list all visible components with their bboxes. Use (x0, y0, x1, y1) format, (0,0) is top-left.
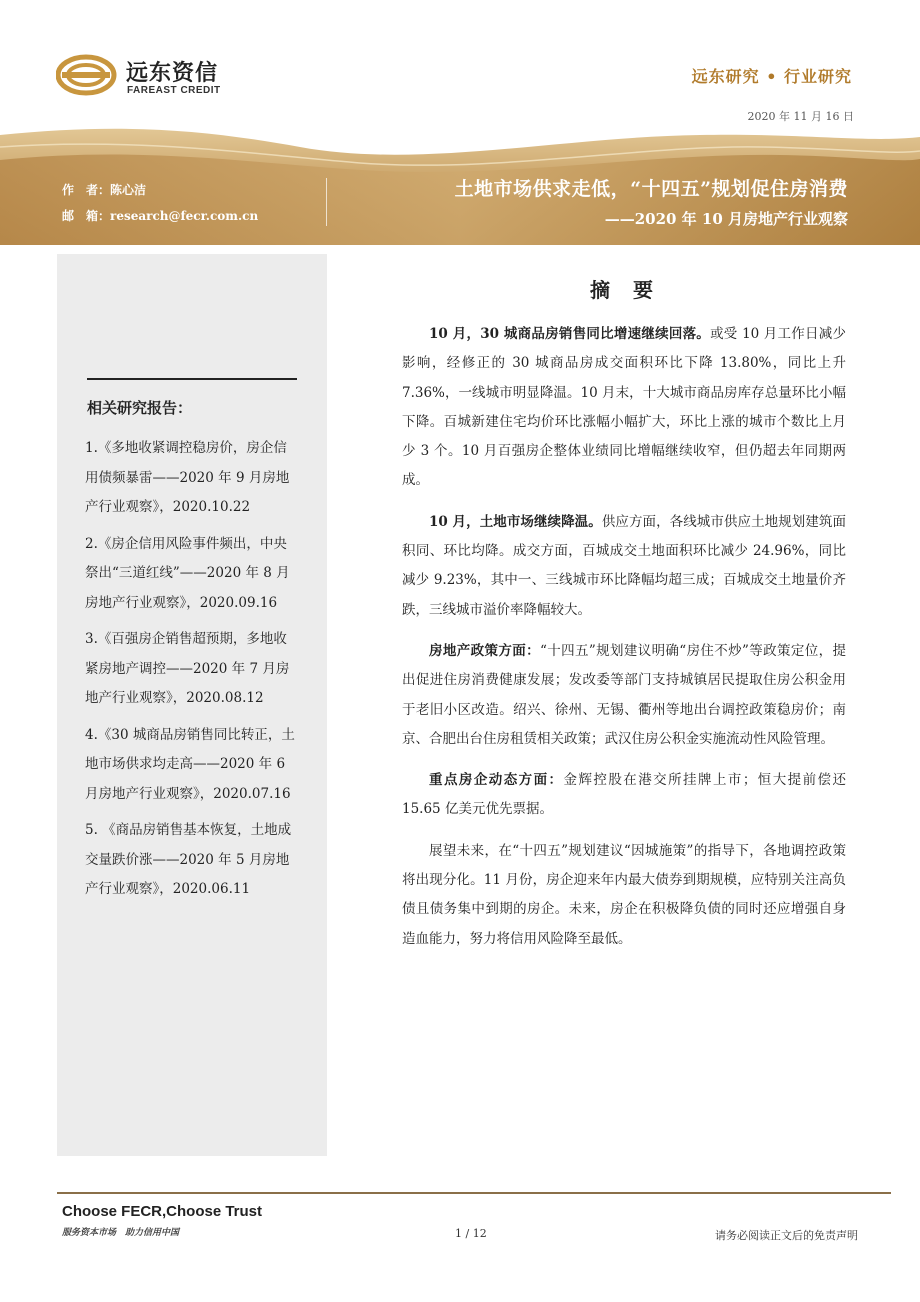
paragraph-lead: 10 月，土地市场继续降温。 (429, 513, 602, 530)
related-report-item[interactable]: 2.《房企信用风险事件频出，中央祭出“三道红线”——2020 年 8 月房地产行业观察》，2020.09.16 (85, 535, 290, 611)
footer-motto: 服务资本市场 助力信用中国 (62, 1228, 180, 1238)
paragraph-lead: 重点房企动态方面： (429, 772, 564, 789)
abstract-paragraph (402, 766, 846, 825)
report-date: 2020 年 11 月 16 日 (747, 110, 854, 123)
paragraph-lead: 10 月，30 城商品房销售同比增速继续回落。 (429, 326, 711, 342)
paragraph-lead: 房地产政策方面： (429, 642, 540, 659)
paragraph-text: 金辉控股在港交所挂牌上市；恒大提前偿还 15.65 亿美元优先票据。 (402, 772, 846, 818)
disclaimer-note[interactable]: 请务必阅读正文后的免责声明 (715, 1229, 858, 1242)
related-report-item[interactable]: 3.《百强房企销售超预期，多地收紧房地产调控——2020 年 7 月房地产行业观察》，2020.08.12 (85, 631, 290, 706)
report-subtitle: ——2020 年 10 月房地产行业观察 (604, 210, 848, 228)
related-reports-sidebar (57, 254, 327, 1156)
report-title: 土地市场供求走低，“十四五”规划促住房消费 (454, 178, 848, 200)
banner-divider (326, 178, 327, 226)
paragraph-text: “十四五”规划建议明确“房住不炒”等政策定位，提出促进住房消费健康发展；发改委等部门支持城镇居民提取住房公积金用于老旧小区改造。绍兴、徐州、无锡、衢州等地出台调控政策稳房价；南京、合肥出台住房租赁相关政策；武汉住房公积金实施流动性风险管理。 (402, 642, 847, 747)
logo-english-name: FAREAST CREDIT (127, 85, 221, 96)
sidebar-divider (87, 378, 297, 380)
abstract-paragraph (402, 637, 846, 754)
page-number: 1 / 12 (455, 1227, 487, 1240)
author: 作 者：陈心洁 (62, 183, 147, 197)
related-reports-heading: 相关研究报告： (87, 399, 193, 417)
related-report-item[interactable]: 1.《多地收紧调控稳房价，房企信用债频暴雷——2020 年 9 月房地产行业观察》，2020.10.22 (85, 440, 290, 515)
author-email: 邮 箱：research@fecr.com.cn (62, 209, 259, 223)
company-logo (56, 52, 246, 102)
paragraph-text: 供应方面，各线城市供应土地规划建筑面积同、环比均降。成交方面，百城成交土地面积环比减少 24.96%，同比减少 9.23%，其中一、三线城市环比降幅均超三成；百城成交土地量价齐跌，三线城市溢价率降幅较大。 (402, 513, 847, 618)
related-report-item[interactable]: 4.《30 城商品房销售同比转正，土地市场供求均走高——2020 年 6 月房地产行业观察》，2020.07.16 (85, 726, 295, 802)
related-reports-list (85, 434, 300, 912)
abstract-paragraph (402, 508, 846, 625)
abstract-paragraph (402, 320, 846, 496)
series-title: 远东研究 • 行业研究 (691, 67, 852, 86)
paragraph-text: 展望未来，在“十四五”规划建议“因城施策”的指导下，各地调控政策将出现分化。11 月份，房企迎来年内最大债券到期规模，应特别关注高负债且债务集中到期的房企。未来，房企在积极降负债的同时还应增强自身造血能力，努力将信用风险降至最低。 (402, 842, 846, 947)
footer-slogan: Choose FECR,Choose Trust (62, 1203, 263, 1220)
fareast-logo-icon (56, 52, 118, 98)
paragraph-text: 或受 10 月工作日减少影响，经修正的 30 城商品房成交面积环比下降 13.80%，同比上升 7.36%，一线城市明显降温。10 月末，十大城市商品房库存总量环比小幅下降。百城新建住宅均价环比涨幅小幅扩大，环比上涨的城市个数比上月少 3 个。10 月百强房企整体业绩同比增幅继续收窄，但仍超去年同期两成。 (402, 326, 846, 489)
footer-divider (57, 1192, 891, 1194)
abstract-paragraph (402, 837, 846, 954)
logo-chinese-name: 远东资信 (126, 61, 219, 86)
related-report-item[interactable]: 5. 《商品房销售基本恢复，土地成交量跌价涨——2020 年 5 月房地产行业观察》，2020.06.11 (85, 822, 292, 897)
abstract-body (402, 320, 846, 966)
abstract-heading: 摘 要 (590, 278, 661, 302)
